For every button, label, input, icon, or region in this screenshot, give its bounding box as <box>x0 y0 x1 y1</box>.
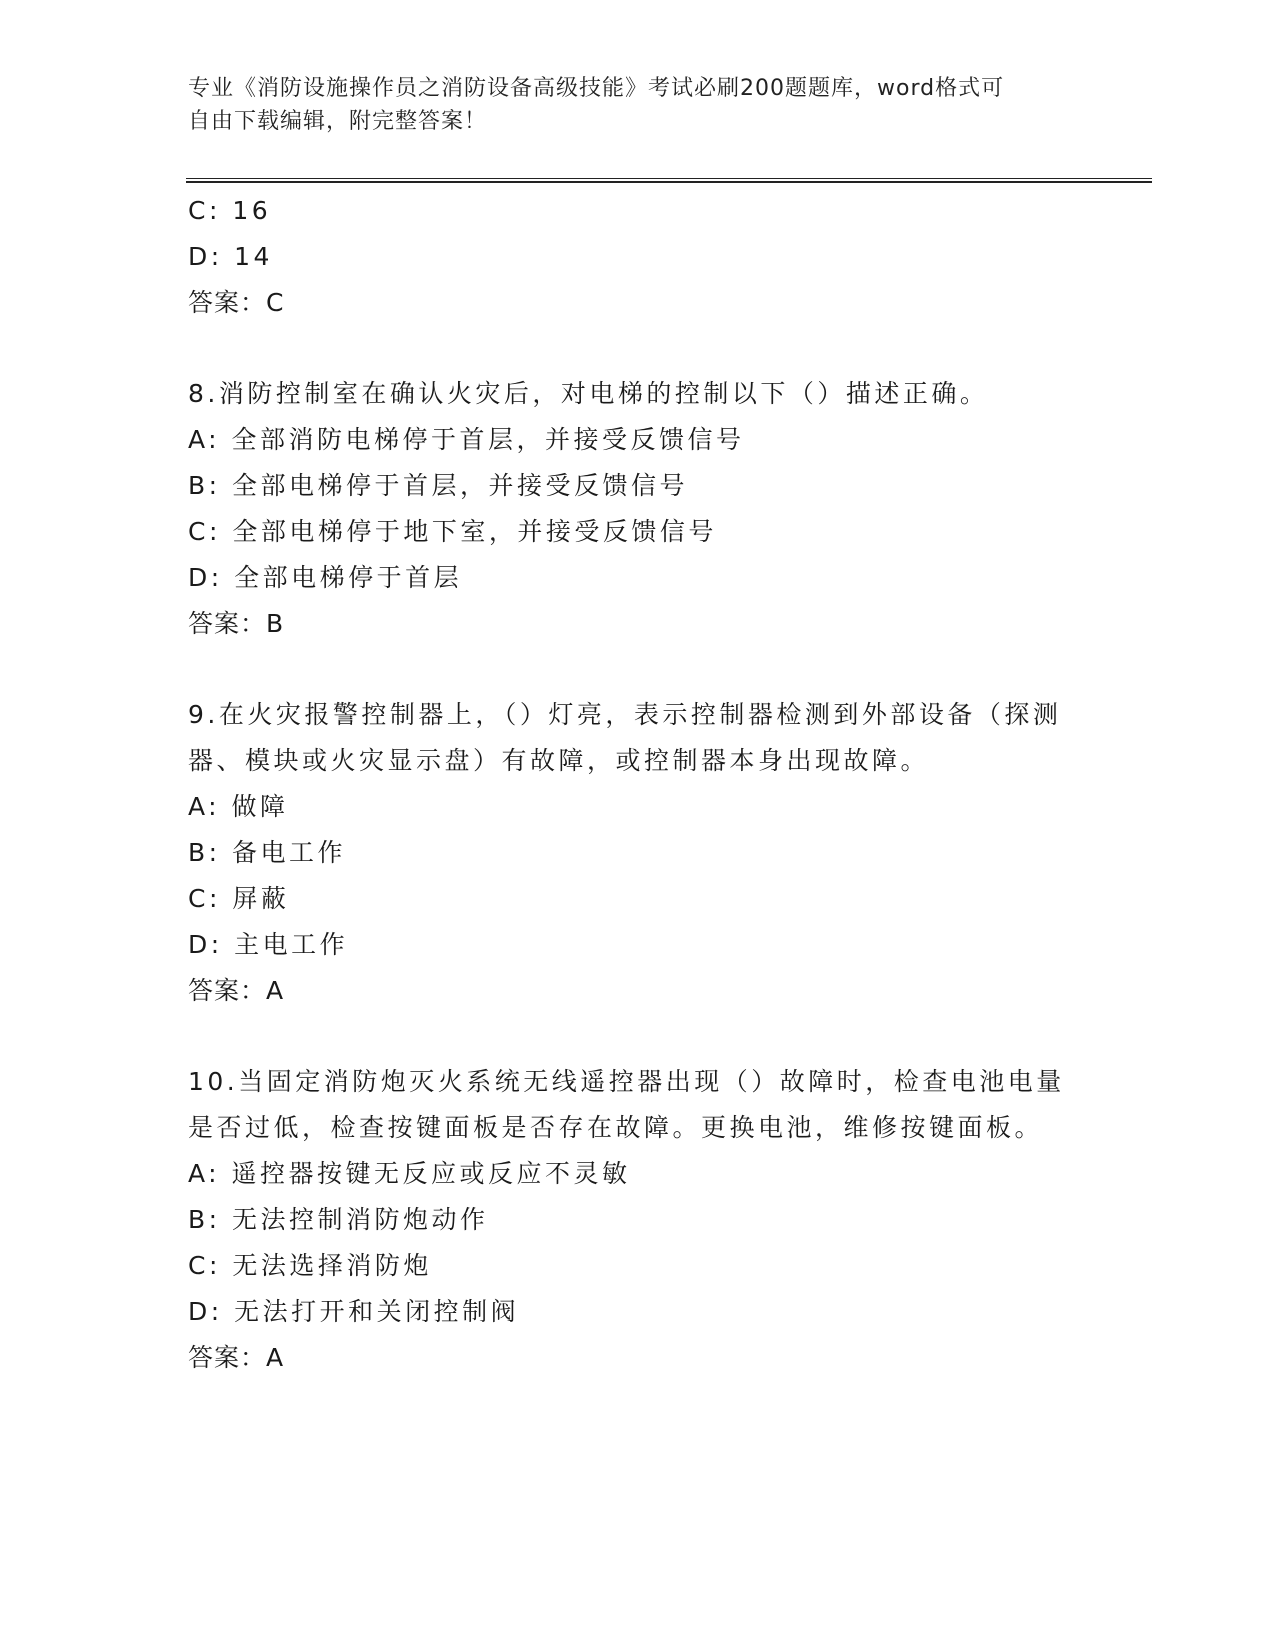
option-text: 16 <box>232 196 272 225</box>
option-a <box>188 1151 1088 1197</box>
option-a <box>188 784 1088 830</box>
option-text: 备电工作 <box>232 838 347 867</box>
header-title-line-1: 专业《消防设施操作员之消防设备高级技能》考试必刷200题题库，word格式可 <box>188 76 1005 101</box>
option-text: 全部电梯停于地下室，并接受反馈信号 <box>232 517 717 546</box>
option-key: C: <box>188 517 221 546</box>
option-c <box>188 509 1088 555</box>
option-a <box>188 417 1088 463</box>
option-key: D: <box>188 930 223 959</box>
question-stem: 8.消防控制室在确认火灾后，对电梯的控制以下（）描述正确。 <box>188 379 989 408</box>
option-key: A: <box>188 1159 221 1188</box>
option-text: 全部电梯停于首层，并接受反馈信号 <box>232 471 689 500</box>
option-text: 遥控器按键无反应或反应不灵敏 <box>231 1159 631 1188</box>
option-b <box>188 463 1088 509</box>
option-d <box>188 555 1088 601</box>
option-key: D: <box>188 563 223 592</box>
header-title-line-2: 自由下载编辑，附完整答案！ <box>188 109 488 134</box>
answer-line: 答案：A <box>188 976 285 1005</box>
option-text: 无法选择消防炮 <box>232 1251 432 1280</box>
option-b <box>188 830 1088 876</box>
option-text: 全部消防电梯停于首层，并接受反馈信号 <box>231 425 745 454</box>
option-c <box>188 188 1088 234</box>
option-b <box>188 1197 1088 1243</box>
spacer <box>188 647 1088 692</box>
question-list <box>188 188 1088 1381</box>
option-key: B: <box>188 838 221 867</box>
option-key: C: <box>188 1251 221 1280</box>
answer-line: 答案：C <box>188 288 285 317</box>
option-text: 主电工作 <box>234 930 349 959</box>
option-text: 14 <box>234 242 273 271</box>
option-key: D: <box>188 1297 223 1326</box>
question-stem: 9.在火灾报警控制器上，（）灯亮，表示控制器检测到外部设备（探测器、模块或火灾显示盘）有故障，或控制器本身出现故障。 <box>188 700 1062 775</box>
option-key: C: <box>188 196 221 225</box>
option-key: D: <box>188 242 223 271</box>
question-9 <box>188 692 1088 1014</box>
option-text: 做障 <box>231 792 289 821</box>
option-key: C: <box>188 884 221 913</box>
answer-line: 答案：A <box>188 1343 285 1372</box>
option-key: B: <box>188 471 221 500</box>
option-text: 无法打开和关闭控制阀 <box>234 1297 520 1326</box>
option-key: A: <box>188 792 221 821</box>
option-d <box>188 234 1088 280</box>
option-c <box>188 876 1088 922</box>
option-key: B: <box>188 1205 221 1234</box>
spacer <box>188 1014 1088 1059</box>
header-divider <box>186 178 1152 183</box>
spacer <box>188 326 1088 371</box>
option-key: A: <box>188 425 221 454</box>
question-8 <box>188 371 1088 647</box>
option-text: 全部电梯停于首层 <box>234 563 463 592</box>
option-text: 无法控制消防炮动作 <box>232 1205 489 1234</box>
option-d <box>188 1289 1088 1335</box>
question-10 <box>188 1059 1088 1381</box>
option-d <box>188 922 1088 968</box>
page-header <box>188 72 1088 138</box>
option-text: 屏蔽 <box>232 884 290 913</box>
question-stem: 10.当固定消防炮灭火系统无线遥控器出现（）故障时，检查电池电量是否过低，检查按键面板是否存在故障。更换电池，维修按键面板。 <box>188 1067 1065 1142</box>
answer-line: 答案：B <box>188 609 285 638</box>
question-fragment <box>188 188 1088 326</box>
option-c <box>188 1243 1088 1289</box>
